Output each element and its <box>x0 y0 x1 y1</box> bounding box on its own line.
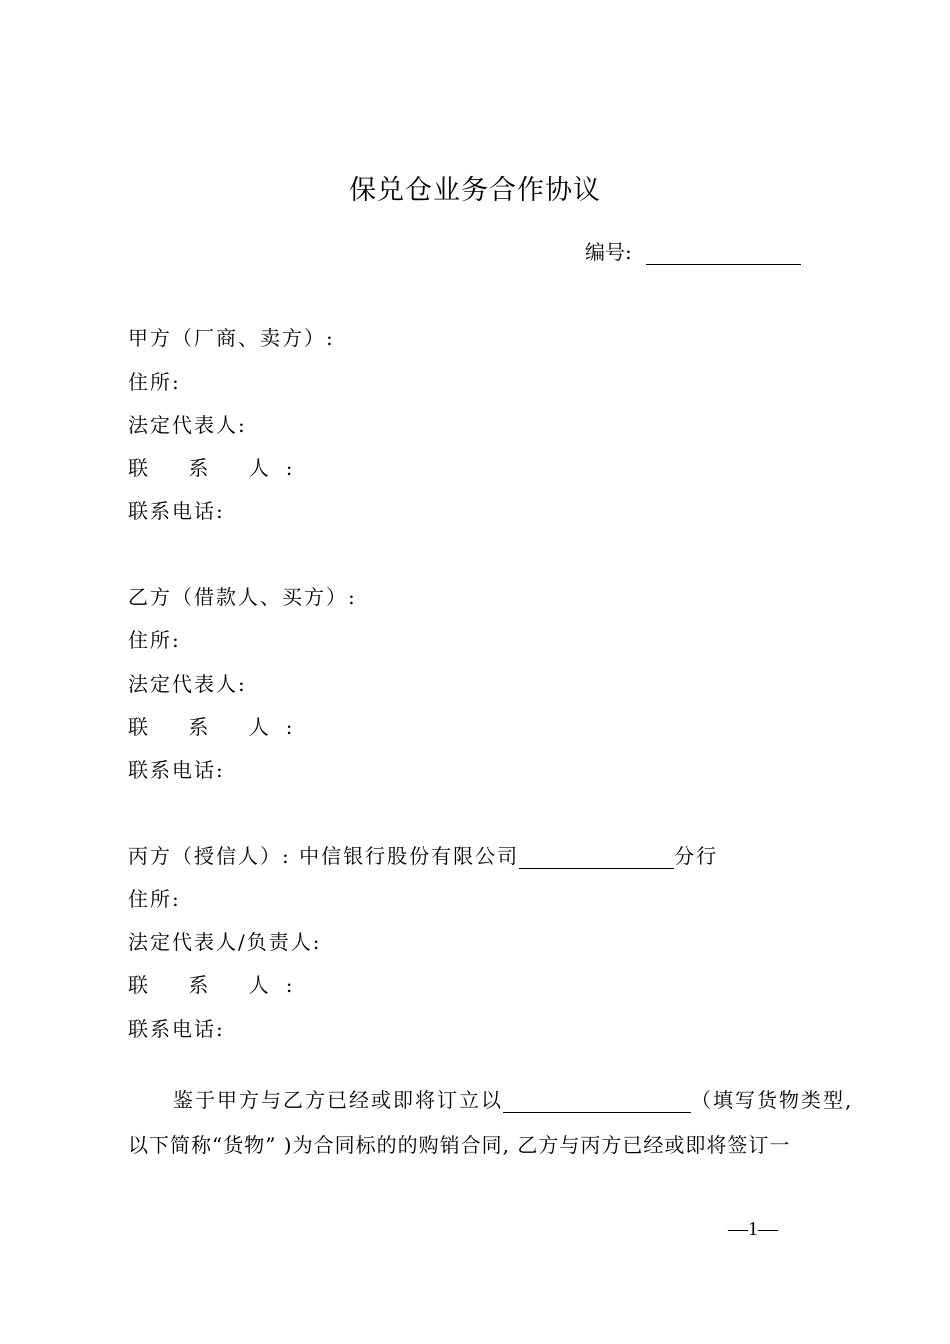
party-c-phone: 联系电话: <box>128 1017 225 1041</box>
body-line-1-suffix: （填写货物类型, <box>691 1088 854 1112</box>
body-line-1-prefix: 鉴于甲方与乙方已经或即将订立以 <box>173 1088 503 1112</box>
party-c-heading-suffix: 分行 <box>674 844 719 868</box>
agreement-number-blank <box>646 242 801 265</box>
party-b-phone: 联系电话: <box>128 758 225 782</box>
party-c-contact: 联 系 人: <box>128 973 310 997</box>
party-c-heading <box>128 840 718 869</box>
agreement-number <box>585 236 801 265</box>
page-title: 保兑仓业务合作协议 <box>349 175 601 206</box>
page-number: —1— <box>728 1218 778 1240</box>
party-a-phone: 联系电话: <box>128 499 225 523</box>
party-c-heading-prefix: 丙方（授信人）: 中信银行股份有限公司 <box>128 844 520 868</box>
agreement-number-label: 编号: <box>585 240 632 264</box>
party-a-contact: 联 系 人: <box>128 456 310 480</box>
goods-type-blank <box>503 1090 691 1113</box>
party-a-address: 住所: <box>128 370 181 394</box>
party-c-address: 住所: <box>128 887 181 911</box>
party-b-legal-rep: 法定代表人: <box>128 672 247 696</box>
body-paragraph-line-2: 以下简称“货物” )为合同标的的购销合同, 乙方与丙方已经或即将签订一 <box>128 1133 791 1157</box>
party-b-contact: 联 系 人: <box>128 715 310 739</box>
body-paragraph-line-1 <box>173 1084 853 1113</box>
party-b-heading: 乙方（借款人、买方）: <box>128 585 357 609</box>
party-b-address: 住所: <box>128 628 181 652</box>
party-a-legal-rep: 法定代表人: <box>128 413 247 437</box>
branch-name-blank <box>519 846 674 869</box>
party-c-legal-rep: 法定代表人/负责人: <box>128 930 322 954</box>
party-a-heading: 甲方（厂商、卖方）: <box>128 326 335 350</box>
